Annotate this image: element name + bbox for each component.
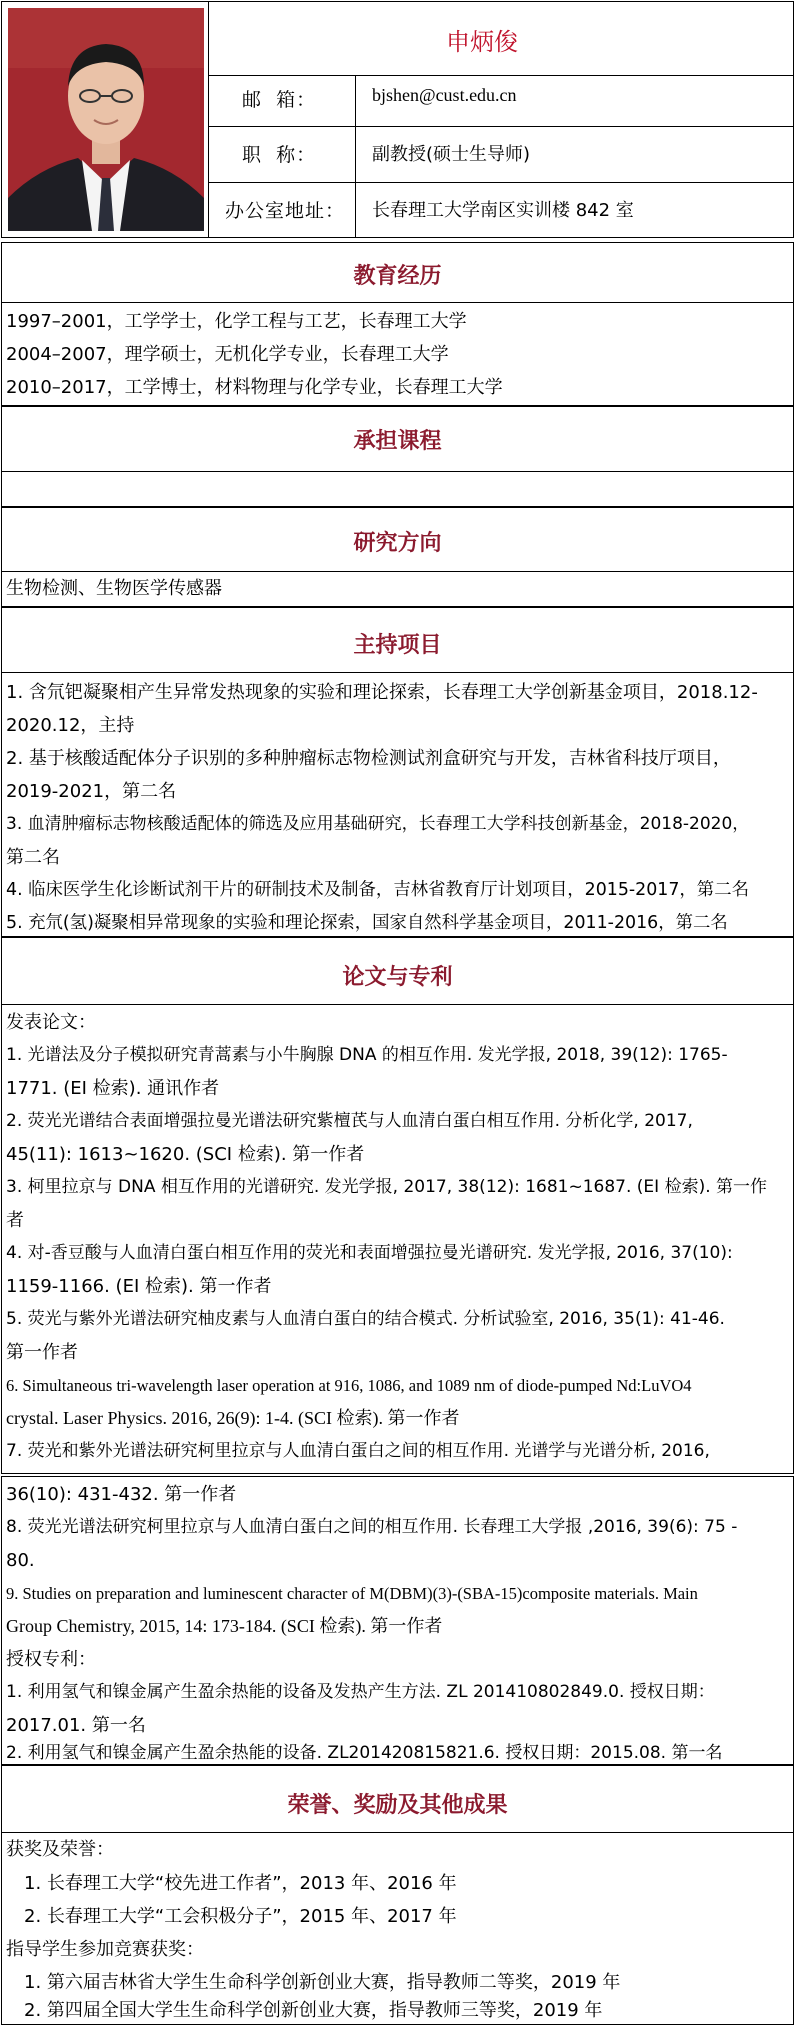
email-value[interactable]: bjshen@cust.edu.cn (372, 85, 517, 105)
profile-name: 申炳俊 (446, 28, 518, 56)
paper-line: 6. Simultaneous tri-wavelength laser operation at 916, 1086, and 1089 nm of diode-pumped Nd:LuVO4 (6, 1376, 692, 1395)
paper-line: 5. 荧光与紫外光谱法研究柚皮素与人血清白蛋白的结合模式. 分析试验室, 2016, 35(1): 41-46. (6, 1309, 725, 1329)
paper-line: 2. 荧光光谱结合表面增强拉曼光谱法研究紫檀芪与人血清白蛋白相互作用. 分析化学, 2017, (6, 1111, 693, 1131)
project-line: 3. 血清肿瘤标志物核酸适配体的筛选及应用基础研究，长春理工大学科技创新基金，2018-2020， (6, 814, 750, 834)
research-text: 生物检测、生物医学传感器 (6, 578, 222, 599)
paper-line: crystal. Laser Physics. 2016, 26(9): 1-4. (SCI 检索). 第一作者 (6, 1408, 460, 1428)
paper-line: 1. 光谱法及分子模拟研究青蒿素与小牛胸腺 DNA 的相互作用. 发光学报, 2018, 39(12): 1765- (6, 1045, 728, 1065)
education-item: 2004–2007，理学硕士，无机化学专业，长春理工大学 (6, 344, 449, 365)
patent-label: 授权专利： (6, 1649, 96, 1670)
paper-line: 3. 柯里拉京与 DNA 相互作用的光谱研究. 发光学报, 2017, 38(12): 1681~1687. (EI 检索). 第一作 (6, 1177, 768, 1197)
student-award-item: 1. 第六届吉林省大学生生命科学创新创业大赛，指导教师二等奖，2019 年 (24, 1972, 621, 1993)
patent-line: 1. 利用氢气和镍金属产生盈余热能的设备及发热产生方法. ZL 201410802849.0. 授权日期： (6, 1682, 715, 1702)
students-label: 指导学生参加竞赛获奖： (6, 1939, 204, 1960)
honors-heading: 荣誉、奖励及其他成果 (287, 1793, 508, 1818)
title-label: 职 称： (242, 144, 317, 166)
office-label: 办公室地址： (225, 200, 346, 222)
paper-line: 第一作者 (6, 1342, 78, 1363)
awards-label: 获奖及荣誉： (6, 1839, 114, 1860)
paper-line: 80. (6, 1550, 35, 1571)
paper-line: Group Chemistry, 2015, 14: 173-184. (SCI 检索). 第一作者 (6, 1616, 443, 1636)
paper-line: 者 (6, 1210, 24, 1231)
patent-line: 2. 利用氢气和镍金属产生盈余热能的设备. ZL201420815821.6. 授权日期：2015.08. 第一名 (6, 1743, 723, 1763)
paper-line: 9. Studies on preparation and luminescent character of M(DBM)(3)-(SBA-15)composite materials. Main (6, 1584, 698, 1603)
paper-line: 1159-1166. (EI 检索). 第一作者 (6, 1276, 272, 1297)
paper-line: 4. 对-香豆酸与人血清白蛋白相互作用的荧光和表面增强拉曼光谱研究. 发光学报, 2016, 37(10): (6, 1243, 733, 1263)
paper-line: 7. 荧光和紫外光谱法研究柯里拉京与人血清白蛋白之间的相互作用. 光谱学与光谱分析, 2016, (6, 1441, 710, 1461)
project-line: 4. 临床医学生化诊断试剂干片的研制技术及制备，吉林省教育厅计划项目，2015-2017，第二名 (6, 880, 749, 900)
office-value: 长春理工大学南区实训楼 842 室 (372, 200, 634, 221)
patent-line: 2017.01. 第一名 (6, 1715, 146, 1736)
project-line: 2020.12，主持 (6, 715, 135, 736)
projects-heading: 主持项目 (353, 633, 442, 658)
project-line: 5. 充氘(氢)凝聚相异常现象的实验和理论探索，国家自然科学基金项目，2011-2016，第二名 (6, 913, 728, 933)
title-value: 副教授(硕士生导师) (372, 144, 531, 165)
paper-line: 8. 荧光光谱法研究柯里拉京与人血清白蛋白之间的相互作用. 长春理工大学报 ,2016, 39(6): 75 - (6, 1517, 738, 1537)
project-line: 2. 基于核酸适配体分子识别的多种肿瘤标志物检测试剂盒研究与开发，吉林省科技厅项目， (6, 748, 731, 769)
paper-line: 1771. (EI 检索). 通讯作者 (6, 1078, 220, 1099)
paper-line: 36(10): 431-432. 第一作者 (6, 1484, 237, 1505)
courses-heading: 承担课程 (353, 429, 442, 454)
papers-heading: 论文与专利 (342, 965, 453, 990)
education-heading: 教育经历 (353, 264, 442, 289)
project-line: 2019-2021，第二名 (6, 781, 177, 802)
education-item: 1997–2001，工学学士，化学工程与工艺，长春理工大学 (6, 311, 467, 332)
award-item: 2. 长春理工大学“工会积极分子”，2015 年、2017 年 (24, 1906, 457, 1927)
project-line: 1. 含氘钯凝聚相产生异常发热现象的实验和理论探索，长春理工大学创新基金项目，2018.12- (6, 682, 758, 703)
paper-line: 45(11): 1613~1620. (SCI 检索). 第一作者 (6, 1144, 365, 1165)
education-item: 2010–2017，工学博士，材料物理与化学专业，长春理工大学 (6, 377, 503, 398)
award-item: 1. 长春理工大学“校先进工作者”，2013 年、2016 年 (24, 1873, 457, 1894)
paper-line: 发表论文： (6, 1012, 96, 1033)
email-label: 邮 箱： (242, 89, 317, 111)
research-heading: 研究方向 (353, 531, 442, 556)
project-line: 第二名 (6, 847, 60, 868)
student-award-item: 2. 第四届全国大学生生命科学创新创业大赛，指导教师三等奖，2019 年 (24, 2000, 603, 2021)
courses-section (1, 406, 794, 507)
